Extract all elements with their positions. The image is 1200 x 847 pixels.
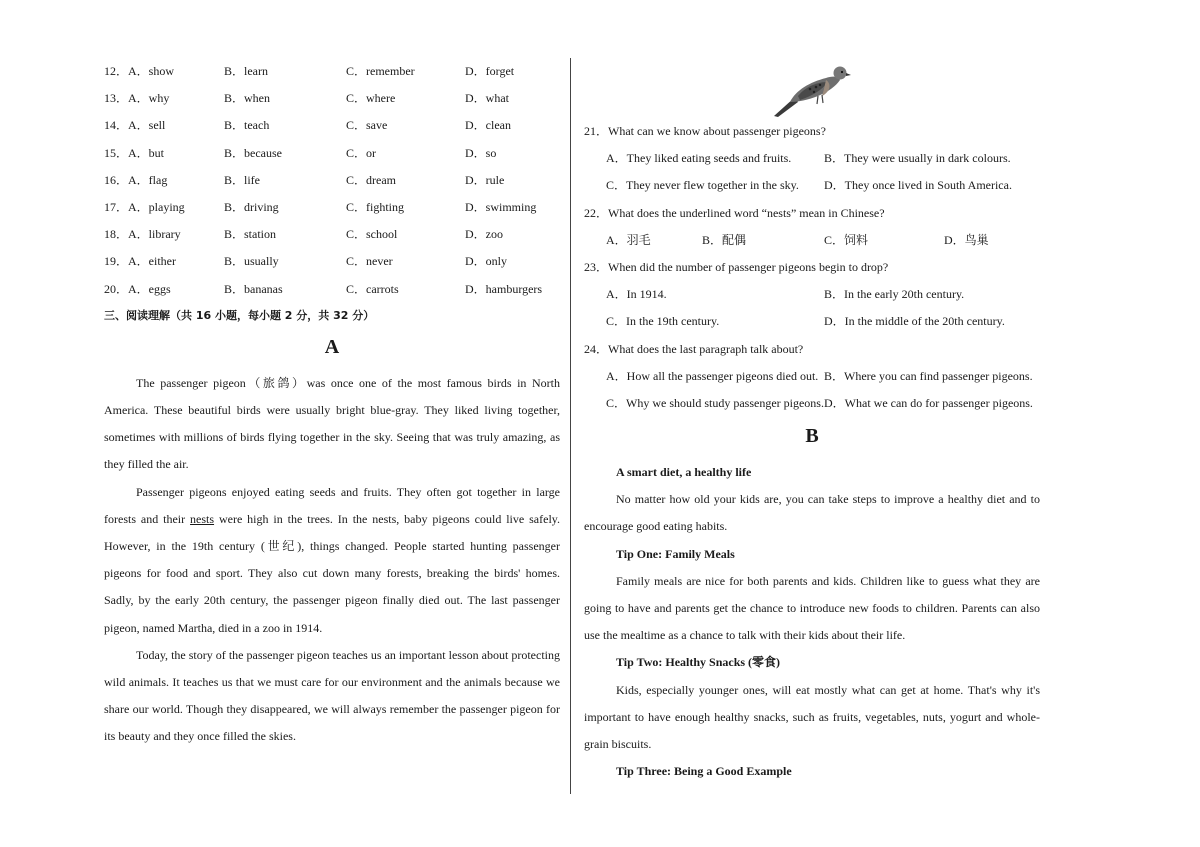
answer-option-a[interactable]: A．In 1914.	[606, 287, 667, 302]
answer-options-row	[584, 363, 1040, 390]
right-column	[584, 58, 1040, 786]
option-d: D．only	[465, 254, 508, 269]
option-a: A．playing	[128, 199, 185, 214]
option-d: D．what	[465, 91, 509, 106]
option-d: D．rule	[465, 172, 505, 187]
question-number-and-option-a	[104, 194, 185, 221]
cloze-option-row	[104, 276, 560, 303]
option-a: A．flag	[128, 172, 168, 187]
option-b: B．when	[224, 91, 270, 106]
question-number: 16．	[104, 172, 129, 187]
cloze-option-row	[104, 140, 560, 167]
passage-a-paragraph-2	[104, 479, 560, 642]
cloze-option-row	[104, 112, 560, 139]
answer-option-b[interactable]: B．They were usually in dark colours.	[824, 151, 1011, 166]
option-a: A．library	[128, 227, 181, 242]
option-d: D．zoo	[465, 227, 503, 242]
question-number-and-option-a	[104, 221, 181, 248]
question-number: 12．	[104, 64, 129, 78]
question-number: 13．	[104, 91, 129, 106]
passage-a-paragraph-3: Today, the story of the passenger pigeon teaches us an important lesson about protecting wild animals. It teaches us that we must care for our environment and the animals because we share our world. Though they disappeared, we will always remember the passenger pigeon for its beauty and they once filled the skies.	[104, 647, 560, 744]
option-b: B．bananas	[224, 281, 283, 296]
option-b: B．life	[224, 172, 260, 187]
option-a: A．show	[128, 64, 175, 78]
answer-option-a[interactable]: A．How all the passenger pigeons died out.	[606, 368, 819, 383]
option-c: C．never	[346, 254, 393, 269]
question-number-and-option-a	[104, 276, 171, 303]
answer-options-row	[584, 308, 1040, 335]
paragraph-2-text-before: Passenger pigeons enjoyed eating seeds and fruits. They often got together in large forests and their	[104, 484, 560, 526]
answer-option-d[interactable]: D．What we can do for passenger pigeons.	[824, 395, 1033, 410]
passenger-pigeon-illustration	[770, 62, 852, 118]
option-d: D．swimming	[465, 199, 537, 214]
option-a: A．sell	[128, 118, 166, 133]
question-number-and-option-a	[104, 112, 165, 139]
answer-options-row	[584, 227, 1040, 254]
underlined-word-nests: nests	[190, 511, 215, 526]
option-b: B．driving	[224, 199, 279, 214]
option-a: A．either	[128, 254, 176, 269]
option-b: B．station	[224, 227, 277, 242]
cloze-option-row	[104, 167, 560, 194]
answer-option-d[interactable]: D．They once lived in South America.	[824, 178, 1012, 193]
answer-option-d[interactable]: D．鸟巢	[944, 232, 989, 247]
tip-three-title: Tip Three: Being a Good Example	[616, 764, 792, 779]
cloze-option-row	[104, 194, 560, 221]
option-c: C．remember	[346, 64, 415, 78]
answer-option-c[interactable]: C．In the 19th century.	[606, 314, 720, 329]
option-c: C．carrots	[346, 281, 399, 296]
option-c: C．fighting	[346, 199, 405, 214]
question-stem: 24．What does the last paragraph talk about?	[584, 341, 804, 356]
option-b: B．because	[224, 145, 282, 160]
option-c: C．dream	[346, 172, 396, 187]
passage-b-intro: No matter how old your kids are, you can take steps to improve a healthy diet and to encourage good eating habits.	[584, 492, 1040, 534]
answer-options-row	[584, 172, 1040, 199]
question-number-and-option-a	[104, 85, 169, 112]
cloze-option-row	[104, 85, 560, 112]
question-number: 17．	[104, 199, 129, 214]
option-d: D．clean	[465, 118, 511, 133]
option-d: D．forget	[465, 64, 515, 78]
cloze-options-list	[104, 58, 560, 303]
left-column	[104, 58, 560, 751]
passage-a-letter: A	[324, 335, 340, 358]
question-number: 18．	[104, 227, 129, 242]
option-d: D．hamburgers	[465, 281, 543, 296]
option-b: B．usually	[224, 254, 279, 269]
answer-option-b[interactable]: B．配偶	[702, 232, 747, 247]
answer-option-a[interactable]: A．They liked eating seeds and fruits.	[606, 151, 792, 166]
option-d: D．so	[465, 145, 497, 160]
tip-one-title: Tip One: Family Meals	[616, 546, 735, 561]
answer-option-c[interactable]: C．They never flew together in the sky.	[606, 178, 799, 193]
question-stem: 23．When did the number of passenger pigeons begin to drop?	[584, 259, 889, 274]
answer-options-row	[584, 145, 1040, 172]
option-a: A．eggs	[128, 281, 171, 296]
option-a: A．why	[128, 91, 170, 106]
question-number-and-option-a	[104, 248, 176, 275]
passage-b-letter: B	[805, 425, 819, 448]
paragraph-2-text-after: were high in the trees. In the nests, baby pigeons could live safely. However, in the 19th century (世纪), things changed. People started hunting passenger pigeons for food and sport. They also cut down many forests, breaking the birds' homes. Sadly, by the early 20th century, the passenger pigeon finally died out. The last passenger pigeon, named Martha, died in a zoo in 1914.	[104, 511, 561, 635]
option-c: C．or	[346, 145, 377, 160]
column-divider	[570, 58, 571, 794]
question-stem: 21．What can we know about passenger pigeons?	[584, 124, 826, 138]
answer-option-b[interactable]: B．In the early 20th century.	[824, 287, 965, 302]
tip-two-title: Tip Two: Healthy Snacks (零食)	[616, 655, 781, 670]
question-number: 14．	[104, 118, 129, 133]
option-a: A．but	[128, 145, 165, 160]
answer-option-c[interactable]: C．饲料	[824, 232, 869, 247]
answer-option-c[interactable]: C．Why we should study passenger pigeons.	[606, 395, 824, 410]
option-b: B．learn	[224, 64, 268, 78]
question-number-and-option-a	[104, 140, 164, 167]
option-c: C．school	[346, 227, 398, 242]
passage-a-paragraph-1: The passenger pigeon（旅鸽）was once one of the most famous birds in North America. These beautiful birds were usually bright blue-gray. They liked living together, sometimes with millions of birds flying together in the sky. Seeing that was truly amazing, as they filled the air.	[104, 375, 560, 472]
option-c: C．where	[346, 91, 396, 106]
cloze-option-row	[104, 221, 560, 248]
questions-list	[584, 118, 1040, 417]
tip-one-text: Family meals are nice for both parents and kids. Children like to guess what they are going to have and parents get the chance to introduce new foods to children. Parents can also use the mealtime as a chance to talk with their kids about their life.	[584, 573, 1040, 643]
question-number: 20．	[104, 281, 129, 296]
passage-b-title: A smart diet, a healthy life	[616, 465, 752, 480]
question-stem: 22．What does the underlined word “nests” mean in Chinese?	[584, 205, 885, 220]
section-title: 三、阅读理解（共 16 小题，每小题 2 分，共 32 分）	[104, 308, 375, 322]
answer-options-row	[584, 390, 1040, 417]
answer-option-a[interactable]: A．羽毛	[606, 232, 651, 247]
answer-option-d[interactable]: D．In the middle of the 20th century.	[824, 314, 1005, 329]
question-number-and-option-a	[104, 58, 174, 85]
question-number: 19．	[104, 254, 129, 269]
cloze-option-row	[104, 248, 560, 275]
question-number-and-option-a	[104, 167, 167, 194]
answer-option-b[interactable]: B．Where you can find passenger pigeons.	[824, 368, 1033, 383]
answer-options-row	[584, 281, 1040, 308]
tip-two-text: Kids, especially younger ones, will eat mostly what can get at home. That's why it's important to have enough healthy snacks, such as fruits, vegetables, nuts, yogurt and whole-grain biscuits.	[584, 682, 1040, 752]
cloze-option-row	[104, 58, 560, 85]
option-c: C．save	[346, 118, 388, 133]
option-b: B．teach	[224, 118, 270, 133]
question-number: 15．	[104, 145, 129, 160]
